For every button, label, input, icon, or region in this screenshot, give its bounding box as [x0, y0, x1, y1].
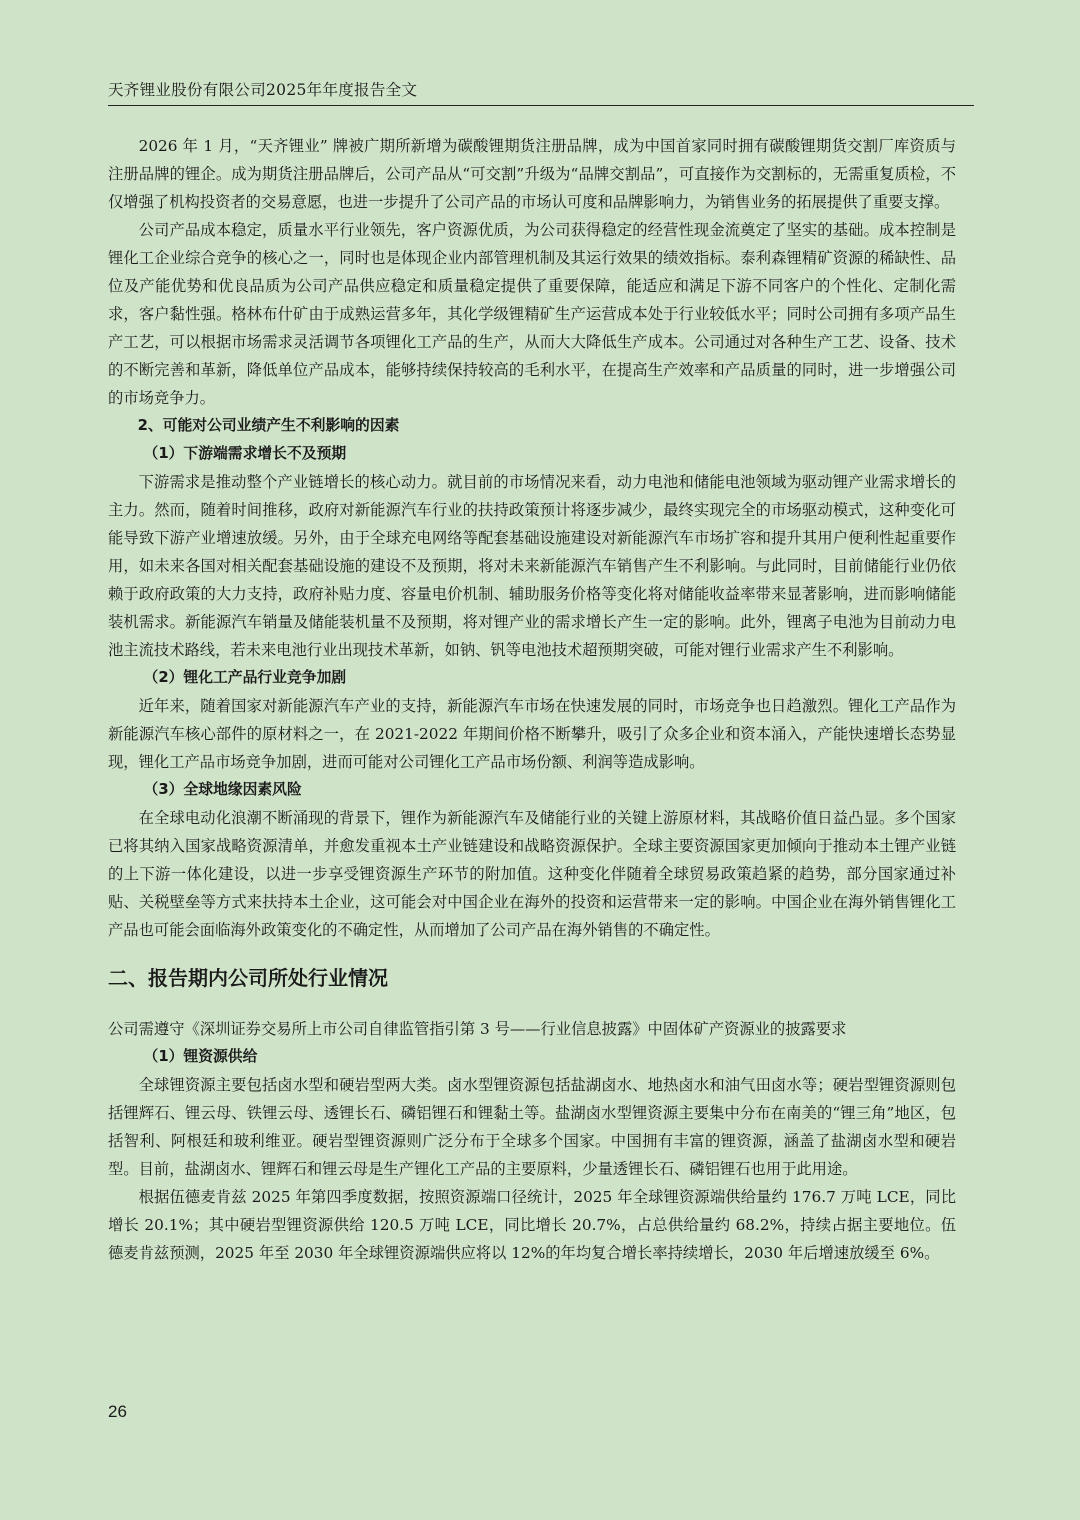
page-number: 26 [108, 1402, 127, 1421]
paragraph-lithium-resources: 全球锂资源主要包括卤水型和硬岩型两大类。卤水型锂资源包括盐湖卤水、地热卤水和油气田卤水等；硬岩型锂资源则包括锂辉石、锂云母、铁锂云母、透锂长石、磷铝锂石和锂黏土等。盐湖卤水型锂资源主要集中分布在南美的“锂三角”地区，包括智利、阿根廷和玻利维亚。硬岩型锂资源则广泛分布于全球多个国家。中国拥有丰富的锂资源，涵盖了盐湖卤水型和硬岩型。目前，盐湖卤水、锂辉石和锂云母是生产锂化工产品的主要原料，少量透锂长石、磷铝锂石也用于此用途。 [108, 1076, 956, 1178]
paragraph-disclosure-requirement: 公司需遵守《深圳证券交易所上市公司自律监管指引第 3 号——行业信息披露》中固体矿产资源业的披露要求 [108, 1020, 847, 1038]
page-content [108, 132, 956, 1267]
header-title: 天齐锂业股份有限公司2025年年度报告全文 [108, 81, 418, 99]
heading-geopolitical-risk: （3）全球地缘因素风险 [143, 781, 302, 798]
paragraph-downstream-demand: 下游需求是推动整个产业链增长的核心动力。就目前的市场情况来看，动力电池和储能电池领域为驱动锂产业需求增长的主力。然而，随着时间推移，政府对新能源汽车行业的扶持政策预计将逐步减少，最终实现完全的市场驱动模式，这种变化可能导致下游产业增速放缓。另外，由于全球充电网络等配套基础设施建设对新能源汽车市场扩容和提升其用户便利性起重要作用，如未来各国对相关配套基础设施的建设不及预期，将对未来新能源汽车销售产生不利影响。与此同时，目前储能行业仍依赖于政府政策的大力支持，政府补贴力度、容量电价机制、辅助服务价格等变化将对储能收益率带来显著影响，进而影响储能装机需求。新能源汽车销量及储能装机量不及预期，将对锂产业的需求增长产生一定的影响。此外，锂离子电池为目前动力电池主流技术路线，若未来电池行业出现技术革新，如钠、钒等电池技术超预期突破，可能对锂行业需求产生不利影响。 [108, 473, 956, 659]
heading-adverse-factors: 2、可能对公司业绩产生不利影响的因素 [137, 417, 400, 434]
section-title-industry: 二、报告期内公司所处行业情况 [108, 966, 388, 990]
paragraph-competition: 近年来，随着国家对新能源汽车产业的支持，新能源汽车市场在快速发展的同时，市场竞争也日趋激烈。锂化工产品作为新能源汽车核心部件的原材料之一，在 2021-2022 年期间价格不断攀升，吸引了众多企业和资本涌入，产能快速增长态势显现，锂化工产品市场竞争加剧，进而可能对公司锂化工产品市场份额、利润等造成影响。 [108, 697, 956, 771]
paragraph-cost-advantage: 公司产品成本稳定，质量水平行业领先，客户资源优质，为公司获得稳定的经营性现金流奠定了坚实的基础。成本控制是锂化工企业综合竞争的核心之一，同时也是体现企业内部管理机制及其运行效果的绩效指标。泰利森锂精矿资源的稀缺性、品位及产能优势和优良品质为公司产品供应稳定和质量稳定提供了重要保障，能适应和满足下游不同客户的个性化、定制化需求，客户黏性强。格林布什矿由于成熟运营多年，其化学级锂精矿生产运营成本处于行业较低水平；同时公司拥有多项产品生产工艺，可以根据市场需求灵活调节各项锂化工产品的生产，从而大大降低生产成本。公司通过对各种生产工艺、设备、技术的不断完善和革新，降低单位产品成本，能够持续保持较高的毛利水平，在提高生产效率和产品质量的同时，进一步增强公司的市场竞争力。 [108, 221, 956, 407]
heading-competition: （2）锂化工产品行业竞争加剧 [143, 669, 347, 686]
heading-lithium-supply: （1）锂资源供给 [143, 1048, 258, 1065]
paragraph-futures-brand: 2026 年 1 月，“天齐锂业” 牌被广期所新增为碳酸锂期货注册品牌，成为中国首家同时拥有碳酸锂期货交割厂库资质与注册品牌的锂企。成为期货注册品牌后，公司产品从“可交割”升级为“品牌交割品”，可直接作为交割标的，无需重复质检，不仅增强了机构投资者的交易意愿，也进一步提升了公司产品的市场认可度和品牌影响力，为销售业务的拓展提供了重要支撑。 [108, 137, 956, 211]
paragraph-geopolitical-risk: 在全球电动化浪潮不断涌现的背景下，锂作为新能源汽车及储能行业的关键上游原材料，其战略价值日益凸显。多个国家已将其纳入国家战略资源清单，并愈发重视本土产业链建设和战略资源保护。全球主要资源国家更加倾向于推动本土锂产业链的上下游一体化建设，以进一步享受锂资源生产环节的附加值。这种变化伴随着全球贸易政策趋紧的趋势，部分国家通过补贴、关税壁垒等方式来扶持本土企业，这可能会对中国企业在海外的投资和运营带来一定的影响。中国企业在海外销售锂化工产品也可能会面临海外政策变化的不确定性，从而增加了公司产品在海外销售的不确定性。 [108, 809, 956, 939]
heading-downstream-demand: （1）下游端需求增长不及预期 [143, 445, 347, 462]
report-header [108, 78, 974, 106]
paragraph-supply-data: 根据伍德麦肯兹 2025 年第四季度数据，按照资源端口径统计，2025 年全球锂资源端供给量约 176.7 万吨 LCE，同比增长 20.1%；其中硬岩型锂资源供给 120.5 万吨 LCE，同比增长 20.7%，占总供给量约 68.2%，持续占据主要地位。伍德麦肯兹预测，2025 年至 2030 年全球锂资源端供应将以 12%的年均复合增长率持续增长，2030 年后增速放缓至 6%。 [108, 1188, 956, 1262]
